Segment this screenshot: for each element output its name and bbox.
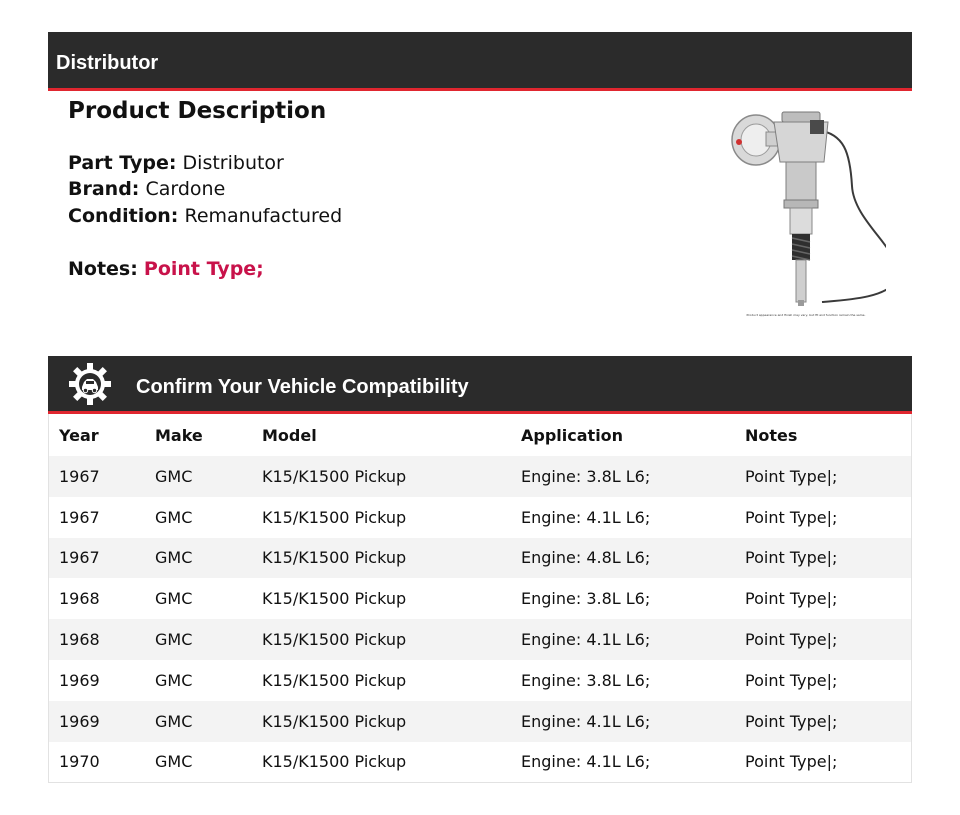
- notes-row: [68, 256, 264, 282]
- cell-model: K15/K1500 Pickup: [262, 752, 407, 772]
- cell-notes: Point Type|;: [745, 711, 838, 731]
- notes-value: Point Type;: [143, 258, 264, 280]
- cell-model: K15/K1500 Pickup: [262, 670, 407, 690]
- column-header-model: Model: [262, 425, 317, 445]
- column-header-notes: Notes: [745, 425, 798, 445]
- table-row: [49, 701, 911, 742]
- cell-year: 1968: [59, 589, 100, 609]
- cell-notes: Point Type|;: [745, 589, 838, 609]
- cell-notes: Point Type|;: [745, 466, 838, 486]
- table-row: [49, 497, 911, 538]
- cell-make: GMC: [155, 670, 193, 690]
- gear-car-icon: [68, 362, 112, 406]
- cell-application: Engine: 3.8L L6;: [521, 589, 651, 609]
- cell-year: 1967: [59, 548, 100, 568]
- part-type-value: Distributor: [182, 152, 284, 174]
- product-title: Distributor: [56, 52, 159, 74]
- brand-value: Cardone: [145, 178, 226, 200]
- product-title-bar: [48, 32, 912, 91]
- notes-label: Notes:: [68, 258, 138, 280]
- column-header-application: Application: [521, 425, 624, 445]
- cell-notes: Point Type|;: [745, 548, 838, 568]
- compatibility-table-container: [48, 414, 912, 783]
- table-row: [49, 578, 911, 619]
- brand-label: Brand:: [68, 178, 140, 200]
- table-row: [49, 660, 911, 701]
- condition-row: [68, 203, 342, 229]
- cell-model: K15/K1500 Pickup: [262, 711, 407, 731]
- distributor-product-image: [726, 104, 886, 320]
- table-row: [49, 742, 911, 783]
- compatibility-table: [49, 414, 911, 782]
- cell-application: Engine: 4.8L L6;: [521, 548, 651, 568]
- cell-model: K15/K1500 Pickup: [262, 630, 407, 650]
- part-type-row: [68, 150, 284, 176]
- column-header-year: Year: [59, 425, 99, 445]
- column-header-make: Make: [155, 425, 203, 445]
- condition-label: Condition:: [68, 205, 179, 227]
- cell-application: Engine: 4.1L L6;: [521, 507, 651, 527]
- cell-year: 1967: [59, 466, 100, 486]
- cell-make: GMC: [155, 711, 193, 731]
- cell-year: 1969: [59, 670, 100, 690]
- compatibility-title: Confirm Your Vehicle Compatibility: [136, 376, 469, 398]
- cell-make: GMC: [155, 507, 193, 527]
- cell-model: K15/K1500 Pickup: [262, 466, 407, 486]
- cell-year: 1967: [59, 507, 100, 527]
- cell-application: Engine: 3.8L L6;: [521, 670, 651, 690]
- cell-notes: Point Type|;: [745, 630, 838, 650]
- cell-application: Engine: 3.8L L6;: [521, 466, 651, 486]
- cell-model: K15/K1500 Pickup: [262, 507, 407, 527]
- image-caption: Product appearance and finish may vary, but fit and function remain the same.: [746, 313, 866, 317]
- brand-row: [68, 176, 225, 202]
- cell-model: K15/K1500 Pickup: [262, 548, 407, 568]
- cell-application: Engine: 4.1L L6;: [521, 752, 651, 772]
- product-description-heading: Product Description: [68, 98, 327, 124]
- cell-make: GMC: [155, 752, 193, 772]
- cell-make: GMC: [155, 548, 193, 568]
- cell-notes: Point Type|;: [745, 752, 838, 772]
- table-header-row: [49, 414, 911, 456]
- table-row: [49, 456, 911, 497]
- cell-notes: Point Type|;: [745, 670, 838, 690]
- part-type-label: Part Type:: [68, 152, 177, 174]
- cell-notes: Point Type|;: [745, 507, 838, 527]
- cell-application: Engine: 4.1L L6;: [521, 711, 651, 731]
- cell-year: 1968: [59, 630, 100, 650]
- cell-make: GMC: [155, 589, 193, 609]
- compatibility-header-bar: [48, 356, 912, 414]
- condition-value: Remanufactured: [184, 205, 343, 227]
- cell-model: K15/K1500 Pickup: [262, 589, 407, 609]
- table-row: [49, 619, 911, 660]
- cell-year: 1970: [59, 752, 100, 772]
- cell-make: GMC: [155, 630, 193, 650]
- cell-application: Engine: 4.1L L6;: [521, 630, 651, 650]
- cell-make: GMC: [155, 466, 193, 486]
- cell-year: 1969: [59, 711, 100, 731]
- table-row: [49, 538, 911, 579]
